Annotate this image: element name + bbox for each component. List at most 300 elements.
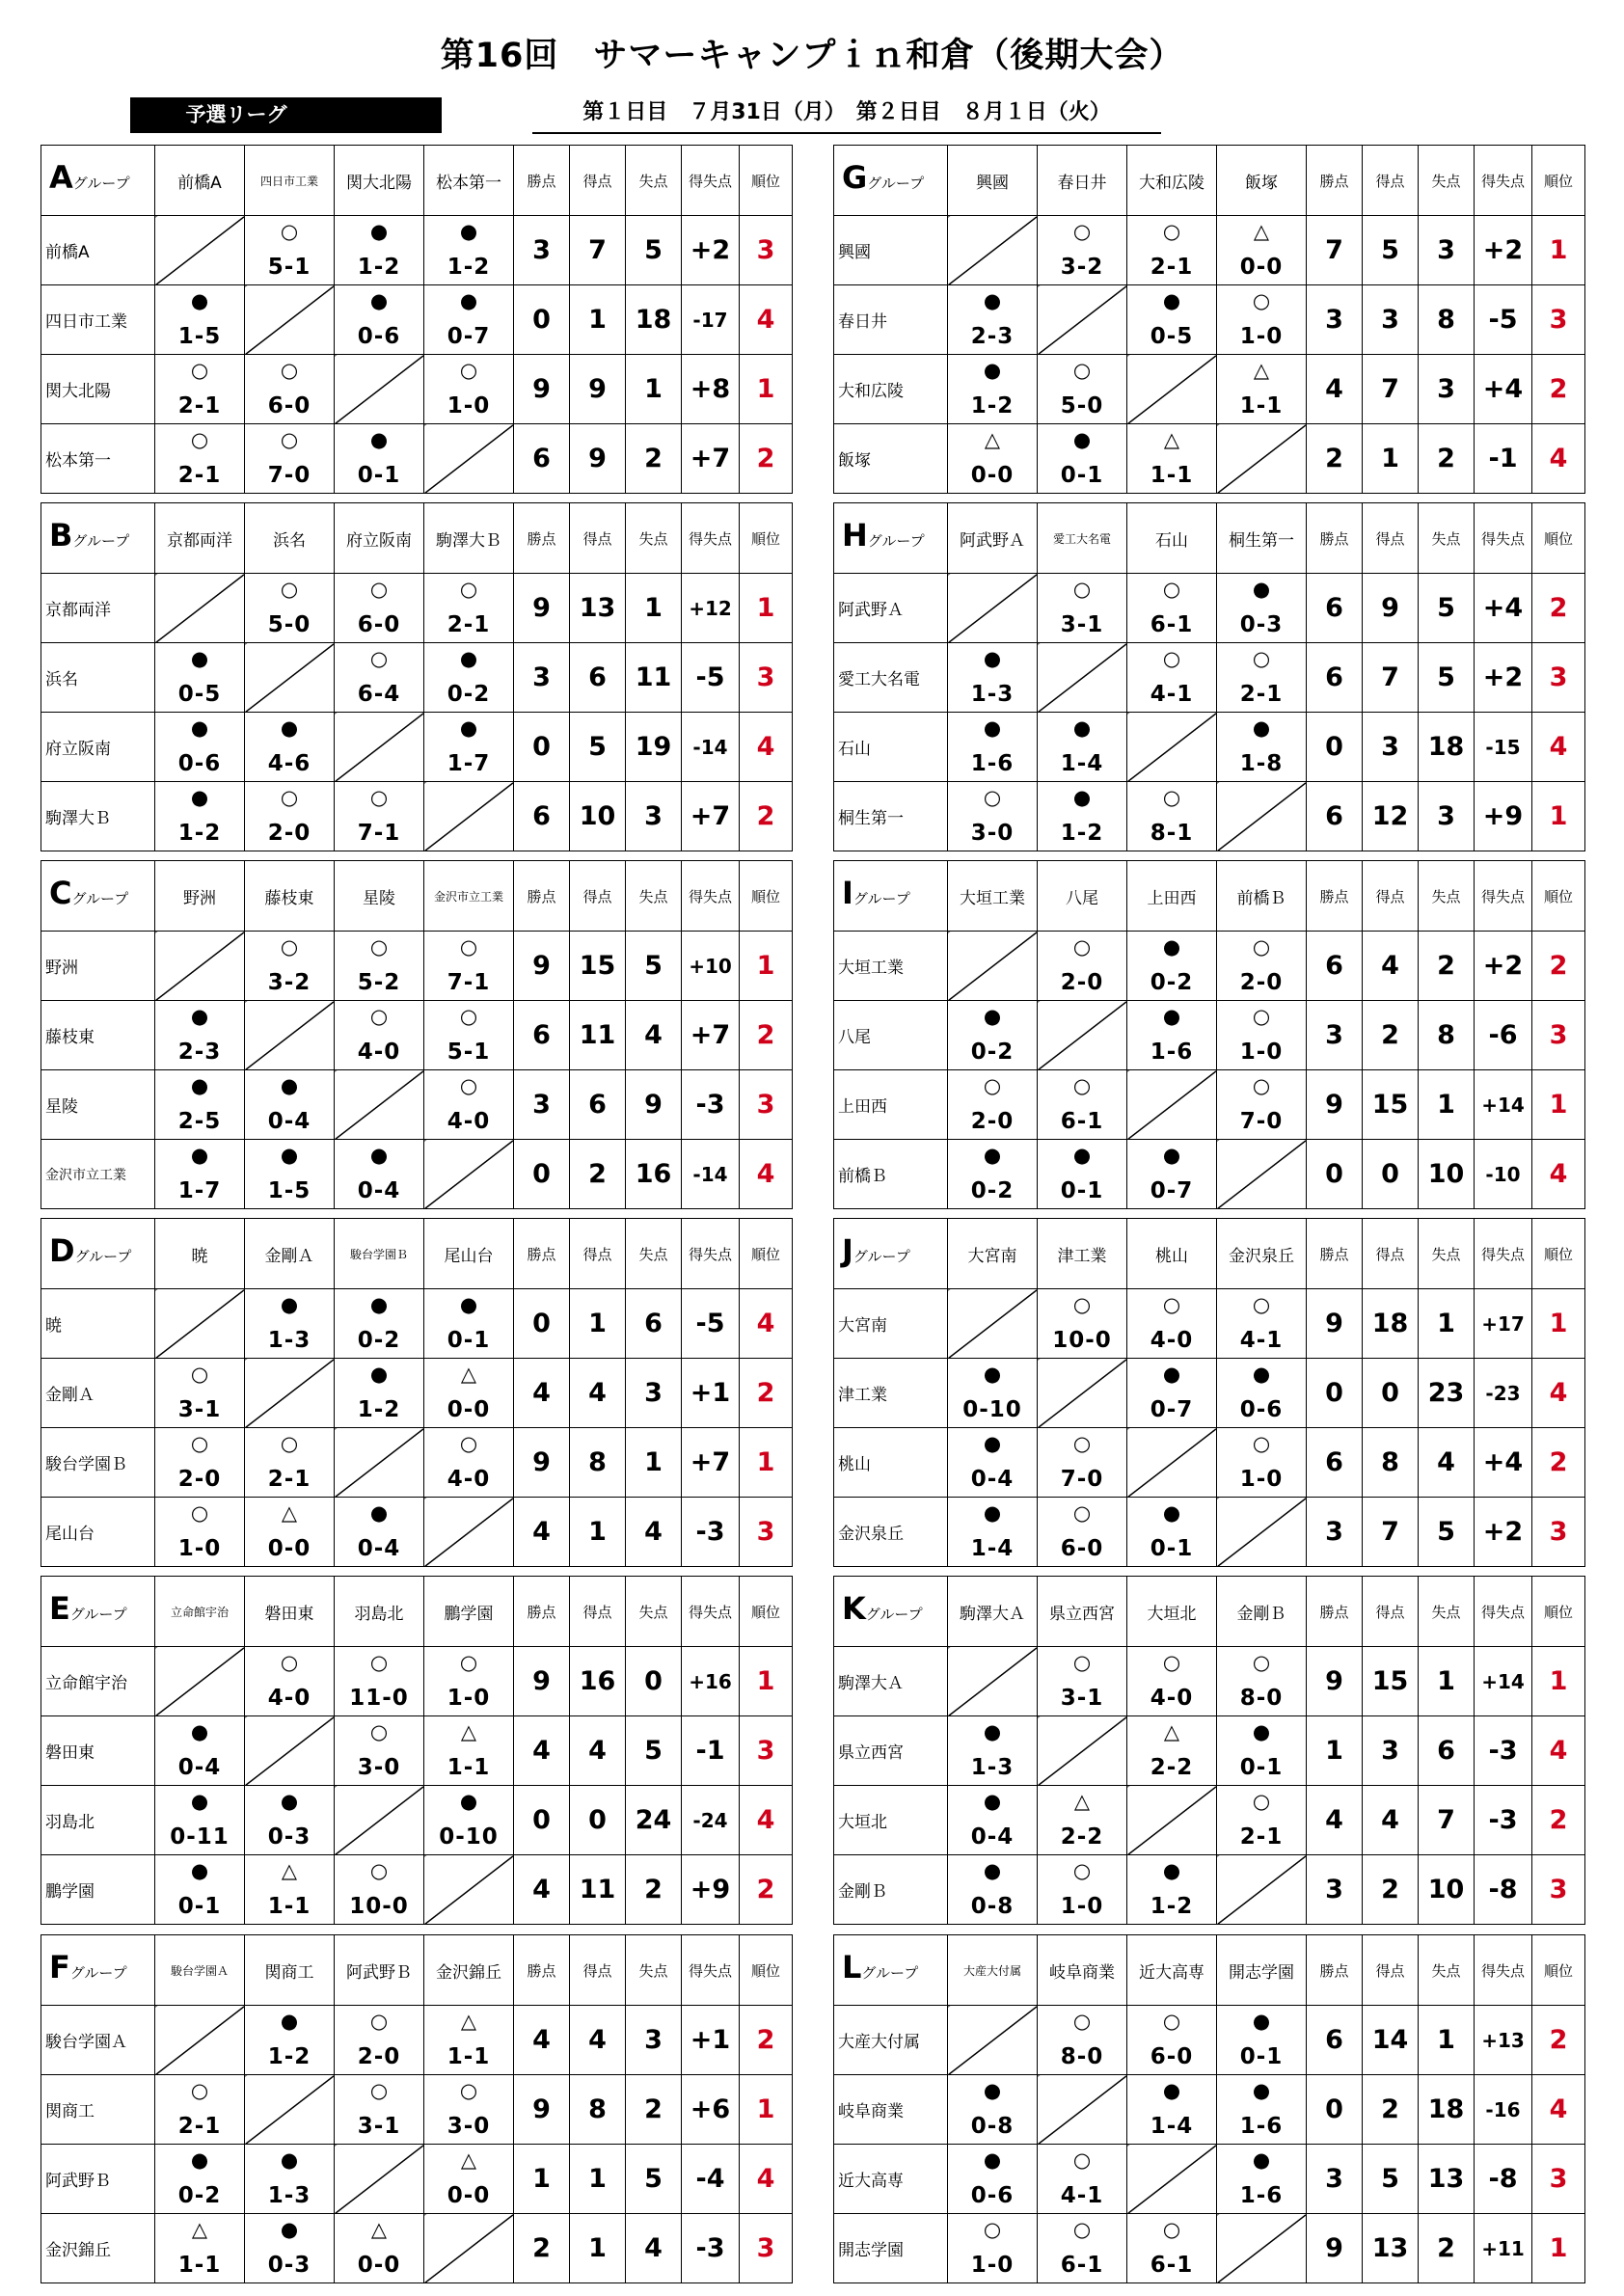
match-result bbox=[245, 1498, 335, 1567]
points-value: 9 bbox=[514, 1428, 570, 1498]
result-symbol: ○ bbox=[280, 359, 299, 382]
rank-value: 4 bbox=[740, 285, 793, 355]
goals-against-value: 6 bbox=[626, 1289, 682, 1359]
result-symbol: ○ bbox=[1252, 1432, 1271, 1455]
result-symbol: ● bbox=[983, 1720, 1002, 1743]
group-header-row bbox=[834, 1935, 1585, 2006]
goals-against-value: 16 bbox=[626, 1140, 682, 1209]
points-value: 9 bbox=[1307, 1647, 1363, 1716]
goals-for-value: 4 bbox=[570, 1359, 626, 1428]
stat-header: 勝点 bbox=[1307, 1219, 1363, 1289]
stat-header: 得失点 bbox=[682, 1577, 740, 1647]
group-name bbox=[41, 1219, 155, 1289]
result-symbol: ○ bbox=[369, 2010, 389, 2033]
match-result bbox=[1127, 1001, 1217, 1070]
match-score: 2-3 bbox=[177, 1040, 222, 1065]
team-name: 大垣工業 bbox=[834, 932, 948, 1001]
match-score: 1-2 bbox=[357, 255, 401, 280]
match-score: 0-5 bbox=[1150, 324, 1194, 349]
result-symbol: ○ bbox=[369, 1005, 389, 1028]
match-score: 1-0 bbox=[447, 393, 491, 419]
team-name: 磐田東 bbox=[41, 1716, 155, 1786]
goals-against-value: 4 bbox=[626, 1498, 682, 1567]
stat-header: 失点 bbox=[1419, 503, 1475, 574]
result-symbol: ● bbox=[1162, 1363, 1181, 1386]
goals-against-value: 5 bbox=[626, 1716, 682, 1786]
self-match-cell bbox=[155, 2006, 245, 2075]
team-header: 金沢市立工業 bbox=[424, 861, 514, 932]
goals-against-value: 2 bbox=[626, 2075, 682, 2145]
match-result bbox=[155, 1359, 245, 1428]
match-score: 0-8 bbox=[970, 2114, 1015, 2139]
match-result bbox=[335, 1855, 424, 1925]
match-score: 2-0 bbox=[177, 1467, 222, 1492]
self-match-cell bbox=[245, 1001, 335, 1070]
match-result bbox=[245, 1070, 335, 1140]
result-symbol: ● bbox=[1252, 578, 1271, 601]
group-letter: I bbox=[842, 875, 853, 911]
goals-for-value: 4 bbox=[570, 1716, 626, 1786]
self-match-cell bbox=[1127, 1786, 1217, 1855]
result-symbol: ● bbox=[983, 1363, 1002, 1386]
rank-value: 4 bbox=[740, 2145, 793, 2214]
team-header: 立命館宇治 bbox=[155, 1577, 245, 1647]
team-name: 飯塚 bbox=[834, 424, 948, 494]
match-result bbox=[335, 574, 424, 643]
result-symbol: ● bbox=[983, 2148, 1002, 2172]
goals-for-value: 9 bbox=[1363, 574, 1419, 643]
team-header: 京都両洋 bbox=[155, 503, 245, 574]
goals-for-value: 7 bbox=[570, 216, 626, 285]
points-value: 9 bbox=[1307, 1289, 1363, 1359]
goal-difference-value: -3 bbox=[1475, 1786, 1532, 1855]
result-symbol: ○ bbox=[1252, 1005, 1271, 1028]
self-match-cell bbox=[424, 1498, 514, 1567]
match-result bbox=[1217, 1647, 1307, 1716]
self-match-cell bbox=[245, 2075, 335, 2145]
stat-header: 得点 bbox=[570, 1577, 626, 1647]
match-score: 3-0 bbox=[447, 2114, 491, 2139]
match-score: 4-0 bbox=[1150, 1686, 1194, 1711]
match-score: 5-1 bbox=[267, 255, 311, 280]
points-value: 9 bbox=[1307, 2214, 1363, 2283]
match-score: 3-1 bbox=[1060, 612, 1104, 637]
team-header: 金剛Ａ bbox=[245, 1219, 335, 1289]
team-row bbox=[834, 1786, 1585, 1855]
team-name: 津工業 bbox=[834, 1359, 948, 1428]
match-result bbox=[424, 1786, 514, 1855]
team-header: 大産大付属 bbox=[948, 1935, 1038, 2006]
group-name bbox=[41, 861, 155, 932]
match-result bbox=[245, 1786, 335, 1855]
stat-header: 得点 bbox=[1363, 861, 1419, 932]
team-row bbox=[834, 643, 1585, 713]
match-result bbox=[155, 2075, 245, 2145]
goals-for-value: 2 bbox=[1363, 1855, 1419, 1925]
team-header: 羽島北 bbox=[335, 1577, 424, 1647]
match-score: 0-4 bbox=[970, 1467, 1015, 1492]
goals-against-value: 3 bbox=[1419, 216, 1475, 285]
match-result bbox=[245, 932, 335, 1001]
match-score: 0-2 bbox=[970, 1178, 1015, 1203]
goals-for-value: 2 bbox=[1363, 2075, 1419, 2145]
team-row bbox=[41, 2075, 793, 2145]
team-header: 桃山 bbox=[1127, 1219, 1217, 1289]
group-header-row bbox=[41, 146, 793, 216]
team-header: 津工業 bbox=[1038, 1219, 1127, 1289]
match-result bbox=[1127, 932, 1217, 1001]
group-letter: L bbox=[842, 1949, 862, 1985]
team-header: 府立阪南 bbox=[335, 503, 424, 574]
match-result bbox=[1038, 2145, 1127, 2214]
team-header: 春日井 bbox=[1038, 146, 1127, 216]
self-match-cell bbox=[245, 1716, 335, 1786]
result-symbol: ● bbox=[369, 220, 389, 243]
match-result bbox=[948, 1070, 1038, 1140]
match-score: 0-0 bbox=[447, 1397, 491, 1422]
points-value: 9 bbox=[514, 932, 570, 1001]
team-header: 県立西宮 bbox=[1038, 1577, 1127, 1647]
match-score: 0-4 bbox=[357, 1536, 401, 1561]
match-result bbox=[1038, 2006, 1127, 2075]
result-symbol: ○ bbox=[280, 428, 299, 451]
result-symbol: △ bbox=[370, 2218, 388, 2241]
team-name: 阿武野Ｂ bbox=[41, 2145, 155, 2214]
match-score: 3-0 bbox=[970, 821, 1015, 846]
stat-header: 失点 bbox=[626, 861, 682, 932]
match-score: 2-0 bbox=[357, 2044, 401, 2069]
goal-difference-value: +14 bbox=[1475, 1070, 1532, 1140]
group-suffix: グループ bbox=[861, 1964, 919, 1982]
match-score: 0-7 bbox=[447, 324, 491, 349]
match-score: 2-1 bbox=[1239, 682, 1284, 707]
match-score: 1-0 bbox=[970, 2253, 1015, 2278]
goal-difference-value: +13 bbox=[1475, 2006, 1532, 2075]
match-score: 7-0 bbox=[1060, 1467, 1104, 1492]
goal-difference-value: +7 bbox=[682, 1428, 740, 1498]
result-symbol: ● bbox=[1162, 289, 1181, 312]
team-row bbox=[41, 1140, 793, 1209]
match-score: 3-1 bbox=[177, 1397, 222, 1422]
match-result bbox=[1038, 1289, 1127, 1359]
result-symbol: ● bbox=[280, 2218, 299, 2241]
match-result bbox=[155, 1786, 245, 1855]
result-symbol: △ bbox=[1163, 1720, 1180, 1743]
match-score: 4-0 bbox=[357, 1040, 401, 1065]
result-symbol: ● bbox=[983, 1501, 1002, 1525]
group-table-l bbox=[833, 1934, 1585, 2283]
team-row bbox=[834, 1498, 1585, 1567]
match-score: 1-7 bbox=[177, 1178, 222, 1203]
result-symbol: ● bbox=[1252, 1720, 1271, 1743]
match-result bbox=[1217, 1428, 1307, 1498]
match-result bbox=[155, 355, 245, 424]
goals-against-value: 5 bbox=[1419, 643, 1475, 713]
group-suffix: グループ bbox=[865, 1606, 923, 1623]
match-score: 2-1 bbox=[1150, 255, 1194, 280]
points-value: 3 bbox=[1307, 1498, 1363, 1567]
goals-for-value: 4 bbox=[1363, 1786, 1419, 1855]
stat-header: 得失点 bbox=[1475, 1935, 1532, 2006]
result-symbol: ● bbox=[459, 716, 478, 740]
stat-header: 失点 bbox=[1419, 1935, 1475, 2006]
goal-difference-value: -23 bbox=[1475, 1359, 1532, 1428]
match-result bbox=[1217, 1716, 1307, 1786]
group-table-g bbox=[833, 145, 1585, 494]
match-result bbox=[245, 782, 335, 851]
match-result bbox=[155, 643, 245, 713]
goal-difference-value: +10 bbox=[682, 932, 740, 1001]
self-match-cell bbox=[1038, 1359, 1127, 1428]
match-score: 0-1 bbox=[357, 463, 401, 488]
match-result bbox=[1217, 932, 1307, 1001]
match-result bbox=[424, 2006, 514, 2075]
points-value: 4 bbox=[514, 2006, 570, 2075]
team-row bbox=[41, 355, 793, 424]
result-symbol: ● bbox=[1252, 2148, 1271, 2172]
group-header-row bbox=[41, 861, 793, 932]
match-score: 8-0 bbox=[1239, 1686, 1284, 1711]
goals-for-value: 7 bbox=[1363, 1498, 1419, 1567]
match-result bbox=[155, 1716, 245, 1786]
match-score: 1-6 bbox=[1239, 2114, 1284, 2139]
goals-against-value: 1 bbox=[1419, 1289, 1475, 1359]
result-symbol: ● bbox=[190, 1005, 209, 1028]
result-symbol: ○ bbox=[280, 1432, 299, 1455]
points-value: 4 bbox=[1307, 1786, 1363, 1855]
team-row bbox=[834, 1855, 1585, 1925]
result-symbol: ○ bbox=[1162, 647, 1181, 670]
match-score: 0-0 bbox=[1239, 255, 1284, 280]
match-result bbox=[245, 424, 335, 494]
result-symbol: ● bbox=[190, 1790, 209, 1813]
group-table-f bbox=[41, 1934, 793, 2283]
rank-value: 1 bbox=[1532, 782, 1585, 851]
points-value: 6 bbox=[1307, 1428, 1363, 1498]
goals-for-value: 1 bbox=[570, 1498, 626, 1567]
match-result bbox=[1127, 424, 1217, 494]
stat-header: 得失点 bbox=[682, 146, 740, 216]
group-suffix: グループ bbox=[867, 175, 925, 192]
team-name: 関大北陽 bbox=[41, 355, 155, 424]
match-result bbox=[245, 574, 335, 643]
result-symbol: ○ bbox=[1072, 2148, 1092, 2172]
match-result bbox=[1127, 1140, 1217, 1209]
match-result bbox=[424, 1289, 514, 1359]
match-result bbox=[155, 2145, 245, 2214]
team-row bbox=[834, 2145, 1585, 2214]
team-header: 大宮南 bbox=[948, 1219, 1038, 1289]
team-header: 駿台学園Ｂ bbox=[335, 1219, 424, 1289]
result-symbol: ● bbox=[369, 1293, 389, 1316]
match-score: 1-2 bbox=[970, 393, 1015, 419]
group-letter: F bbox=[49, 1949, 70, 1985]
match-result bbox=[1038, 355, 1127, 424]
group-table-d bbox=[41, 1218, 793, 1567]
goals-against-value: 2 bbox=[1419, 2214, 1475, 2283]
team-row bbox=[41, 713, 793, 782]
result-symbol: ○ bbox=[280, 935, 299, 959]
match-score: 0-7 bbox=[1150, 1397, 1194, 1422]
result-symbol: ● bbox=[983, 289, 1002, 312]
rank-value: 2 bbox=[740, 782, 793, 851]
team-name: 駿台学園Ａ bbox=[41, 2006, 155, 2075]
team-row bbox=[41, 2145, 793, 2214]
rank-value: 3 bbox=[740, 643, 793, 713]
match-score: 4-0 bbox=[1150, 1328, 1194, 1353]
match-result bbox=[1038, 1140, 1127, 1209]
team-row bbox=[41, 1716, 793, 1786]
result-symbol: ○ bbox=[459, 935, 478, 959]
result-symbol: ○ bbox=[280, 578, 299, 601]
team-header: 駿台学園Ａ bbox=[155, 1935, 245, 2006]
match-result bbox=[1217, 574, 1307, 643]
rank-value: 3 bbox=[1532, 2145, 1585, 2214]
group-suffix: グループ bbox=[74, 1248, 132, 1265]
match-score: 6-1 bbox=[1060, 1109, 1104, 1134]
result-symbol: ○ bbox=[190, 1501, 209, 1525]
goal-difference-value: -5 bbox=[1475, 285, 1532, 355]
match-result bbox=[1217, 355, 1307, 424]
rank-value: 3 bbox=[740, 1498, 793, 1567]
goals-for-value: 1 bbox=[570, 2214, 626, 2283]
self-match-cell bbox=[1127, 2145, 1217, 2214]
match-result bbox=[245, 2006, 335, 2075]
self-match-cell bbox=[335, 713, 424, 782]
team-row bbox=[834, 1359, 1585, 1428]
goals-against-value: 0 bbox=[626, 1647, 682, 1716]
self-match-cell bbox=[424, 782, 514, 851]
result-symbol: ○ bbox=[1252, 289, 1271, 312]
rank-value: 4 bbox=[1532, 1140, 1585, 1209]
team-name: 大産大付属 bbox=[834, 2006, 948, 2075]
self-match-cell bbox=[1038, 643, 1127, 713]
match-score: 1-2 bbox=[1060, 821, 1104, 846]
goal-difference-value: +2 bbox=[1475, 1498, 1532, 1567]
rank-value: 3 bbox=[740, 2214, 793, 2283]
match-score: 2-2 bbox=[1060, 1824, 1104, 1850]
team-name: 阿武野Ａ bbox=[834, 574, 948, 643]
match-result bbox=[1038, 1498, 1127, 1567]
self-match-cell bbox=[1127, 713, 1217, 782]
team-header: 浜名 bbox=[245, 503, 335, 574]
match-score: 0-2 bbox=[1150, 970, 1194, 995]
result-symbol: ● bbox=[280, 716, 299, 740]
match-result bbox=[1127, 1855, 1217, 1925]
rank-value: 2 bbox=[740, 424, 793, 494]
points-value: 0 bbox=[1307, 2075, 1363, 2145]
rank-value: 4 bbox=[740, 1786, 793, 1855]
team-name: 府立阪南 bbox=[41, 713, 155, 782]
match-result bbox=[424, 1070, 514, 1140]
match-result bbox=[1038, 2214, 1127, 2283]
match-score: 0-6 bbox=[357, 324, 401, 349]
group-header-row bbox=[834, 1577, 1585, 1647]
match-result bbox=[335, 1359, 424, 1428]
rank-value: 3 bbox=[1532, 285, 1585, 355]
match-result bbox=[335, 1140, 424, 1209]
self-match-cell bbox=[1127, 1428, 1217, 1498]
group-name bbox=[41, 1935, 155, 2006]
match-result bbox=[1217, 1786, 1307, 1855]
points-value: 9 bbox=[1307, 1070, 1363, 1140]
result-symbol: ● bbox=[280, 1293, 299, 1316]
points-value: 3 bbox=[514, 1070, 570, 1140]
rank-value: 1 bbox=[740, 574, 793, 643]
match-score: 0-1 bbox=[1150, 1536, 1194, 1561]
points-value: 3 bbox=[1307, 1001, 1363, 1070]
match-result bbox=[424, 2145, 514, 2214]
match-result bbox=[1038, 574, 1127, 643]
match-result bbox=[948, 424, 1038, 494]
team-row bbox=[41, 1786, 793, 1855]
result-symbol: ○ bbox=[369, 1651, 389, 1674]
group-name bbox=[834, 861, 948, 932]
match-result bbox=[424, 1428, 514, 1498]
result-symbol: △ bbox=[191, 2218, 208, 2241]
group-letter: K bbox=[842, 1590, 866, 1627]
team-header: 前橋Ｂ bbox=[1217, 861, 1307, 932]
result-symbol: ○ bbox=[459, 2079, 478, 2102]
match-result bbox=[155, 1001, 245, 1070]
match-result bbox=[948, 285, 1038, 355]
rank-value: 3 bbox=[740, 216, 793, 285]
points-value: 9 bbox=[514, 1647, 570, 1716]
match-result bbox=[335, 424, 424, 494]
rank-value: 1 bbox=[740, 355, 793, 424]
match-score: 1-2 bbox=[177, 821, 222, 846]
team-header: 八尾 bbox=[1038, 861, 1127, 932]
match-score: 0-0 bbox=[447, 2183, 491, 2208]
points-value: 6 bbox=[1307, 932, 1363, 1001]
match-result bbox=[1127, 2075, 1217, 2145]
match-score: 2-1 bbox=[177, 463, 222, 488]
goals-for-value: 13 bbox=[1363, 2214, 1419, 2283]
match-score: 0-1 bbox=[1060, 1178, 1104, 1203]
goals-for-value: 12 bbox=[1363, 782, 1419, 851]
goal-difference-value: +2 bbox=[1475, 216, 1532, 285]
goal-difference-value: +2 bbox=[1475, 932, 1532, 1001]
result-symbol: ○ bbox=[190, 359, 209, 382]
match-score: 1-6 bbox=[1239, 2183, 1284, 2208]
team-header: 上田西 bbox=[1127, 861, 1217, 932]
stat-header: 失点 bbox=[1419, 1219, 1475, 1289]
points-value: 4 bbox=[514, 1716, 570, 1786]
goal-difference-value: +7 bbox=[682, 1001, 740, 1070]
match-result bbox=[155, 1855, 245, 1925]
team-row bbox=[41, 1289, 793, 1359]
goals-for-value: 5 bbox=[1363, 2145, 1419, 2214]
result-symbol: ● bbox=[1072, 716, 1092, 740]
team-name: 駒澤大Ｂ bbox=[41, 782, 155, 851]
group-table-k bbox=[833, 1576, 1585, 1925]
match-score: 1-3 bbox=[267, 2183, 311, 2208]
result-symbol: ● bbox=[1072, 1144, 1092, 1167]
goal-difference-value: -10 bbox=[1475, 1140, 1532, 1209]
team-name: 県立西宮 bbox=[834, 1716, 948, 1786]
group-table-h bbox=[833, 502, 1585, 851]
team-row bbox=[41, 1498, 793, 1567]
group-header-row bbox=[834, 503, 1585, 574]
team-row bbox=[41, 424, 793, 494]
match-score: 5-1 bbox=[447, 1040, 491, 1065]
team-row bbox=[834, 355, 1585, 424]
match-result bbox=[424, 713, 514, 782]
self-match-cell bbox=[155, 932, 245, 1001]
match-score: 10-0 bbox=[349, 1894, 409, 1919]
goal-difference-value: -16 bbox=[1475, 2075, 1532, 2145]
result-symbol: ○ bbox=[983, 786, 1002, 809]
